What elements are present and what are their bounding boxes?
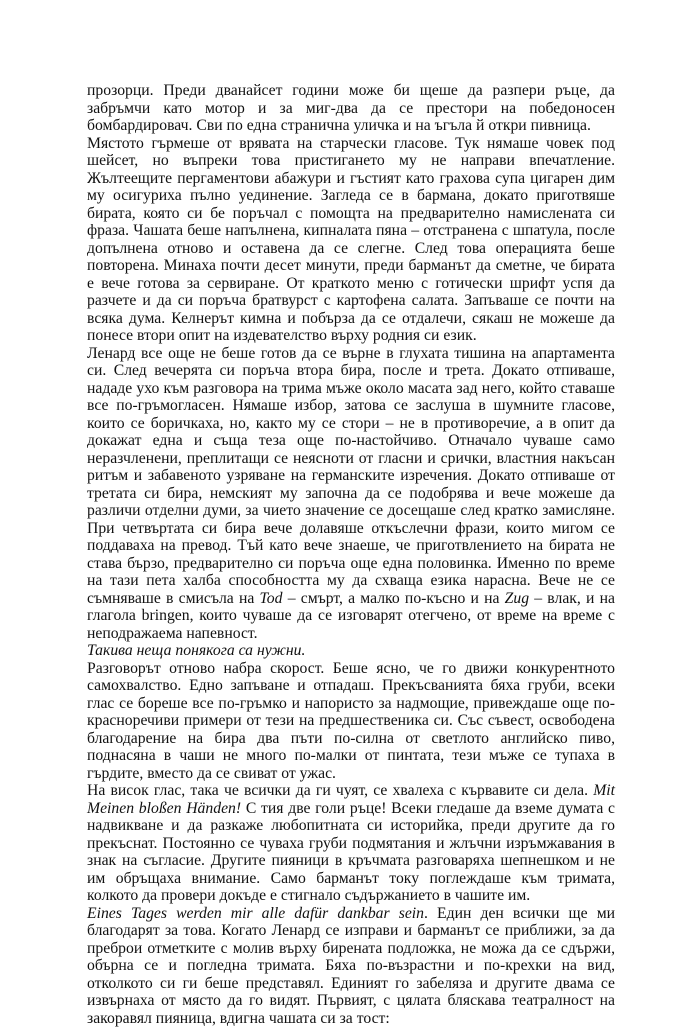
- italic-text: Такива неща понякога са нужни.: [87, 642, 305, 659]
- italic-text: Zug: [505, 590, 529, 607]
- italic-text: Tod: [260, 590, 283, 607]
- paragraph-p7: [87, 905, 615, 1027]
- paragraph-p4: [87, 642, 615, 660]
- paragraph-text: прозорци. Преди дванайсет години може би щеше да разпери ръце, да забръмчи като мотор и за миг-два да се престори на победоносен бомбардировач. Сви по една странична уличка и на ъгъла й откри пивница.: [87, 82, 615, 134]
- italic-text: Mit Meinen bloßen Händen!: [87, 782, 615, 817]
- paragraph-text: Разговорът отново набра скорост. Беше ясно, че го движи конкурентното самохвалство. Едно запъване и отпадаш. Прекъсванията бяха груби, всеки глас се бореше все по-гръмко и напористо за надмощие, привеждаше още по-красноречиви примери от тези на предшественика си. Със съвест, освободена благодарение на бира два пъти по-силна от светлото английско пиво, поднасяна в чаши не много по-малки от пинтата, тези мъже се тупаха в гърдите, вместо да се свиват от ужас.: [87, 660, 615, 782]
- paragraph-text: На висок глас, така че всички да ги чуят, се хвалеха с кървавите си дела.: [87, 782, 593, 799]
- paragraph-text: – смърт, а малко по-късно и на: [283, 590, 505, 607]
- paragraph-text: Ленард все още не беше готов да се върне в глухата тишина на апартамента си. След вечерята си поръча втора бира, после и трета. Докато отпиваше, нададе ухо към разговора на трима мъже около масата зад него, който ставаше все по-гръмогласен. Нямаше избор, затова се заслуша в шумните гласове, които се боричкаха, но, както му се стори – не в противоречие, а в опит да докажат една и съща теза още по-настойчиво. Отначало чуваше само неразчленени, преплитащи се неясноти от гласни и срички, властния накъсан ритъм и забавеното узряване на германските изречения. Докато отпиваше от третата си бира, немският му започна да се подобрява и вече можеше да различи отделни думи, за чието значение се досещаше след кратко замисляне. При четвъртата си бира вече долавяше откъслечни фрази, които мигом се поддаваха на превод. Тъй като вече знаеше, че приготвлението на бирата не става бързо, предварително си поръча още една половинка. Именно по време на тази пета халба способността му да схваща езика нарасна. Вече не се съмняваше в смисъла на: [87, 345, 615, 607]
- paragraph-p3: [87, 345, 615, 643]
- italic-text: Eines Tages werden mir alle dafür dankbar sein: [87, 905, 424, 922]
- paragraph-p2: [87, 135, 615, 345]
- document-page: [87, 82, 615, 1027]
- paragraph-p1: [87, 82, 615, 135]
- paragraph-text: – влак, и на глагола bringen, които чуваше да се изговарят отегчено, от време на време с неподражаема напевност.: [87, 590, 615, 642]
- paragraph-text: Мястото гърмеше от врявата на старчески гласове. Тук нямаше човек под шейсет, но въпреки това пристигането му не направи впечатление. Жълтеещите пергаментови абажури и гъстият като грахова супа цигарен дим му осигуриха пълно уединение. Загледа се в бармана, докато приготвяше бирата, която си бе поръчал с помощта на предварително намислената си фраза. Чашата беше напълнена, кипналата пяна – отстранена с шпатула, после допълнена отново и оставена да се слегне. След това операцията беше повторена. Минаха почти десет минути, преди барманът да сметне, че бирата е вече готова за сервиране. От краткото меню с готически шрифт успя да разчете и да си поръча братвурст с картофена салата. Запъваше се почти на всяка дума. Келнерът кимна и побърза да се отдалечи, сякаш не можеше да понесе втори опит на издевателство върху родния си език.: [87, 135, 615, 345]
- paragraph-p5: [87, 660, 615, 783]
- paragraph-p6: [87, 782, 615, 905]
- paragraph-text: С тия две голи ръце! Всеки гледаше да вземе думата с надвикване и да разкаже любопитната си историйка, преди другите да го прекъснат. Постоянно се чуваха груби подмятания и жлъчни изръмжавания в знак на съгласие. Другите пияници в кръчмата разговаряха шепнешком и не им обръщаха внимание. Само барманът току поглеждаше към тримата, колкото да провери докъде е стигнало съдържанието в чашите им.: [87, 800, 615, 905]
- paragraph-text: . Един ден всички ще ми благодарят за това. Когато Ленард се изправи и барманът се приближи, за да преброи отметките с молив върху бирената подложка, не можа да се сдържи, обърна се и погледна тримата. Бяха по-възрастни и по-крехки на вид, отколкото си ги беше представял. Единият го забеляза и другите двама се извърнаха от място да го видят. Първият, с цялата бляскава театралност на закоравял пияница, вдигна чашата си за тост:: [87, 905, 615, 1027]
